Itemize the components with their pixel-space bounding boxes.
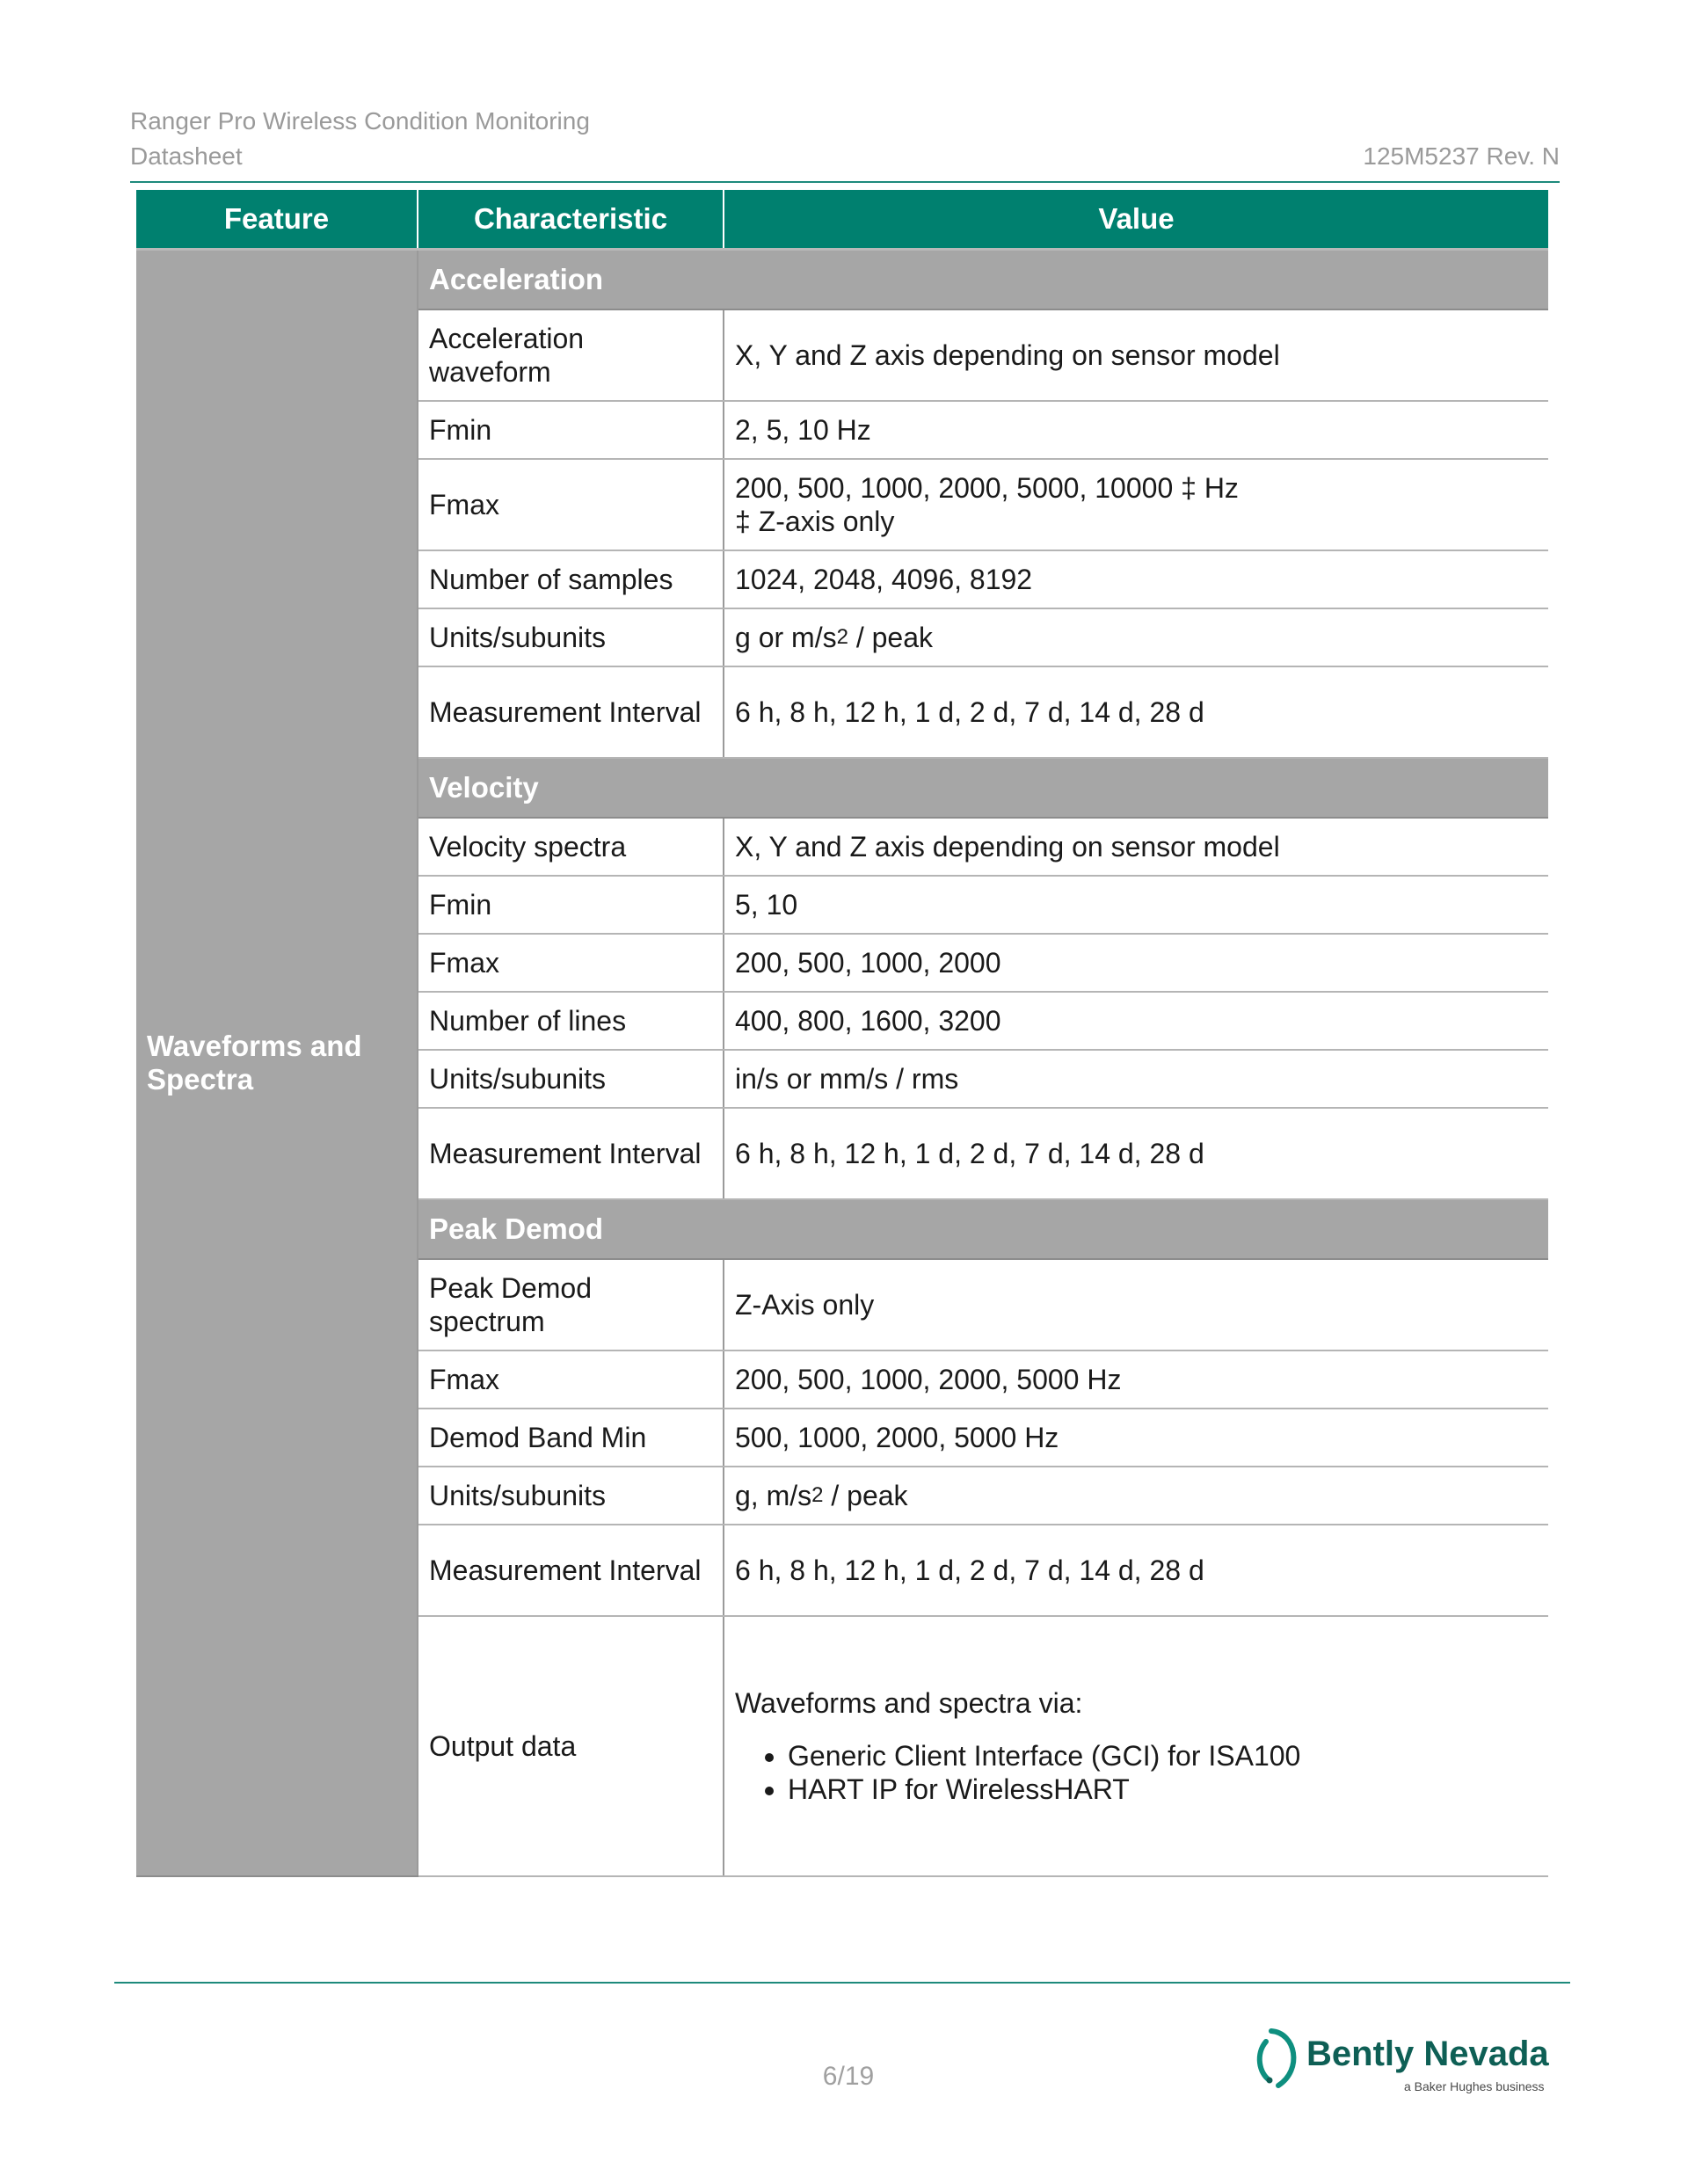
- doc-revision: 125M5237 Rev. N: [1363, 142, 1560, 170]
- characteristic-cell: Measurement Interval: [418, 1525, 724, 1616]
- section-title: Acceleration: [418, 250, 1548, 310]
- column-header-characteristic: Characteristic: [418, 190, 724, 250]
- section-row-acceleration: [136, 250, 1548, 310]
- output-list: [735, 1739, 1538, 1806]
- characteristic-cell: Peak Demod spectrum: [418, 1259, 724, 1350]
- characteristic-cell: Units/subunits: [418, 1050, 724, 1108]
- output-intro: Waveforms and spectra via:: [735, 1687, 1083, 1719]
- units-text: g, m/s: [735, 1480, 812, 1511]
- value-cell: 200, 500, 1000, 2000: [724, 934, 1548, 992]
- feature-cell: Waveforms and Spectra: [136, 250, 418, 1877]
- spec-table: [136, 190, 1548, 1877]
- units-text: g or m/s: [735, 622, 837, 653]
- characteristic-cell: Fmax: [418, 934, 724, 992]
- characteristic-cell: Velocity spectra: [418, 818, 724, 876]
- characteristic-cell: Number of samples: [418, 550, 724, 608]
- page-header: [130, 106, 1560, 183]
- table-header-row: [136, 190, 1548, 250]
- value-cell: in/s or mm/s / rms: [724, 1050, 1548, 1108]
- section-title: Peak Demod: [418, 1199, 1548, 1259]
- list-item: • Generic Client Interface (GCI) for ISA100: [788, 1739, 1538, 1773]
- value-cell: 500, 1000, 2000, 5000 Hz: [724, 1409, 1548, 1467]
- value-cell: 5, 10: [724, 876, 1548, 934]
- bently-nevada-logo: [1254, 2024, 1553, 2103]
- units-superscript: 2: [811, 1483, 824, 1507]
- value-cell: 6 h, 8 h, 12 h, 1 d, 2 d, 7 d, 14 d, 28 d: [724, 666, 1548, 758]
- units-suffix: / peak: [823, 1480, 908, 1511]
- characteristic-cell: Acceleration waveform: [418, 309, 724, 401]
- logo-wordmark: Bently Nevada: [1306, 2035, 1549, 2073]
- value-cell: X, Y and Z axis depending on sensor model: [724, 818, 1548, 876]
- units-suffix: / peak: [848, 622, 933, 653]
- value-cell: 400, 800, 1600, 3200: [724, 992, 1548, 1050]
- units-superscript: 2: [836, 625, 848, 649]
- value-cell: [724, 459, 1548, 550]
- list-item: • HART IP for WirelessHART: [788, 1773, 1538, 1806]
- characteristic-cell: Fmin: [418, 401, 724, 459]
- doc-title-line1: Ranger Pro Wireless Condition Monitoring: [130, 107, 590, 135]
- column-header-feature: Feature: [136, 190, 418, 250]
- characteristic-cell: Units/subunits: [418, 608, 724, 666]
- characteristic-cell: Measurement Interval: [418, 666, 724, 758]
- logo-mark-icon: [1254, 2024, 1306, 2094]
- value-cell: 2, 5, 10 Hz: [724, 401, 1548, 459]
- value-cell: 200, 500, 1000, 2000, 5000 Hz: [724, 1350, 1548, 1409]
- characteristic-cell: Number of lines: [418, 992, 724, 1050]
- value-cell: X, Y and Z axis depending on sensor model: [724, 309, 1548, 401]
- value-cell: 6 h, 8 h, 12 h, 1 d, 2 d, 7 d, 14 d, 28 d: [724, 1108, 1548, 1199]
- characteristic-cell: Fmax: [418, 1350, 724, 1409]
- column-header-value: Value: [724, 190, 1548, 250]
- characteristic-cell: Output data: [418, 1616, 724, 1876]
- characteristic-cell: Demod Band Min: [418, 1409, 724, 1467]
- page-number: 6/19: [822, 2062, 875, 2091]
- value-cell: 1024, 2048, 4096, 8192: [724, 550, 1548, 608]
- characteristic-cell: Fmax: [418, 459, 724, 550]
- value-cell: [724, 608, 1548, 666]
- logo-tagline: a Baker Hughes business: [1404, 2079, 1545, 2093]
- value-cell: 6 h, 8 h, 12 h, 1 d, 2 d, 7 d, 14 d, 28 d: [724, 1525, 1548, 1616]
- section-title: Velocity: [418, 758, 1548, 818]
- doc-title-line2: Datasheet: [130, 142, 243, 170]
- value-line: 200, 500, 1000, 2000, 5000, 10000 ‡ Hz: [735, 472, 1239, 504]
- footer-divider: [114, 1982, 1570, 1984]
- characteristic-cell: Measurement Interval: [418, 1108, 724, 1199]
- characteristic-cell: Units/subunits: [418, 1467, 724, 1525]
- value-cell: Z-Axis only: [724, 1259, 1548, 1350]
- value-cell: [724, 1616, 1548, 1876]
- characteristic-cell: Fmin: [418, 876, 724, 934]
- value-footnote: ‡ Z-axis only: [735, 506, 895, 537]
- value-cell: [724, 1467, 1548, 1525]
